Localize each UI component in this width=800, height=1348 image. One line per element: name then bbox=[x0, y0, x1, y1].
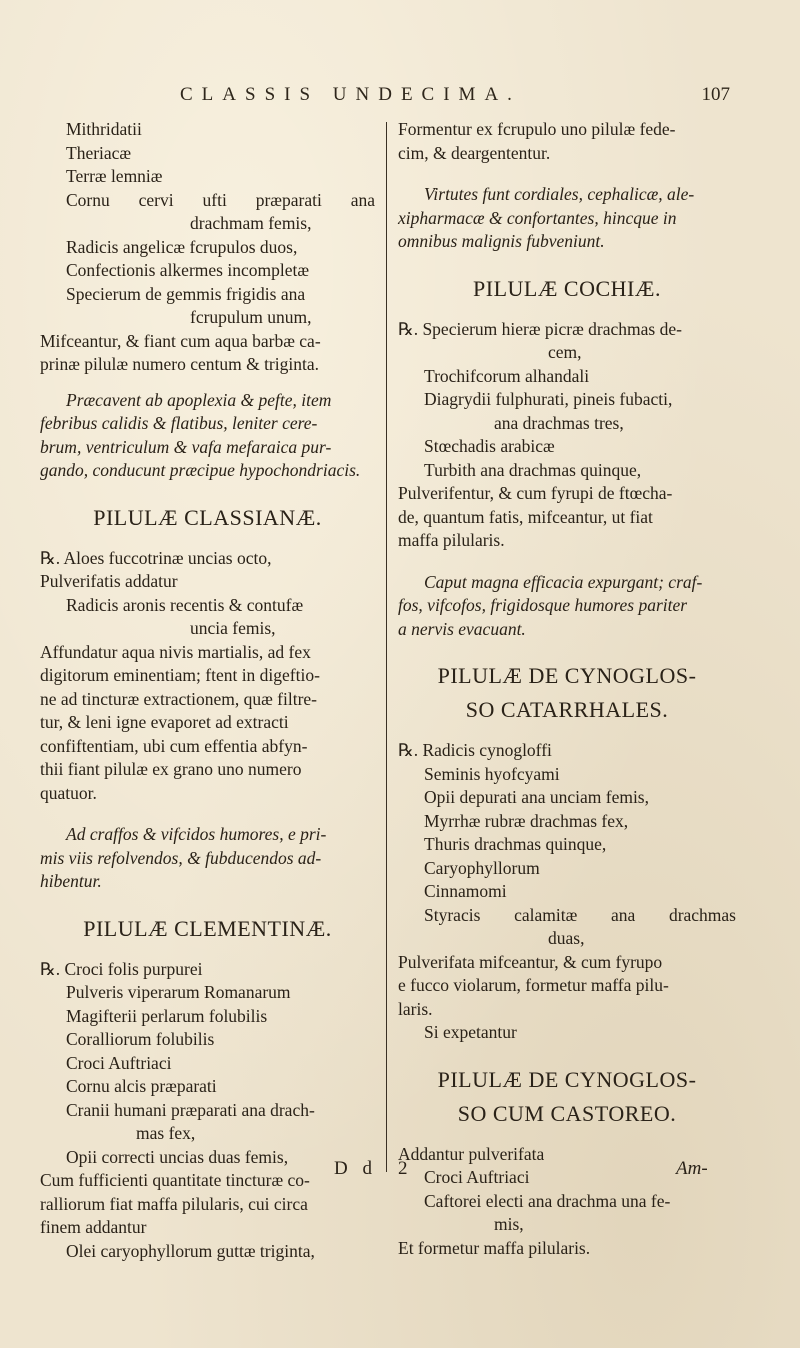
page-number: 107 bbox=[701, 84, 730, 105]
text-line: ℞. Croci folis purpurei bbox=[40, 958, 203, 979]
spacer bbox=[398, 727, 736, 739]
section-heading: PILULÆ DE CYNOGLOS- bbox=[437, 663, 697, 688]
text-line: Pulverifentur, & cum fyrupi de ftœcha- bbox=[398, 483, 673, 503]
spacer bbox=[398, 1045, 736, 1063]
text-line: Caput magna efficacia expurgant; craf- bbox=[424, 571, 703, 592]
text-line bbox=[398, 904, 736, 928]
right-column bbox=[398, 118, 736, 1260]
word: calamitæ bbox=[514, 904, 578, 925]
text-line: digitorum eminentiam; ftent in digeftio- bbox=[40, 665, 320, 685]
text-line: febribus calidis & flatibus, leniter cere- bbox=[40, 413, 318, 433]
text-line: ana drachmas tres, bbox=[494, 412, 624, 433]
text-line: Terræ lemniæ bbox=[66, 166, 163, 186]
catchword: Am- bbox=[676, 1158, 708, 1179]
text-line: Pulverifata mifceantur, & cum fyrupo bbox=[398, 951, 663, 972]
section-heading: PILULÆ CLEMENTINÆ. bbox=[83, 915, 332, 941]
text-line: tur, & leni igne evaporet ad extracti bbox=[40, 712, 289, 732]
text-line: Confectionis alkermes incompletæ bbox=[66, 260, 310, 280]
text-line: cem, bbox=[548, 342, 582, 362]
signature-number: 2 bbox=[398, 1158, 408, 1179]
text-line: thii fiant pilulæ ex grano uno numero bbox=[40, 759, 302, 779]
text-line: confiftentiam, ubi cum effentia abfyn- bbox=[40, 735, 308, 756]
text-line: Stœchadis arabicæ bbox=[424, 436, 555, 456]
text-line: Thuris drachmas quinque, bbox=[424, 834, 607, 854]
spacer bbox=[398, 306, 736, 318]
text-line: ralliorum fiat maffa pilularis, cui circa bbox=[40, 1193, 308, 1214]
running-title: CLASSIS UNDECIMA. bbox=[180, 84, 521, 105]
text-line: Radicis aronis recentis & contufæ bbox=[66, 594, 304, 615]
text-line: Cum fufficienti quantitate tincturæ co- bbox=[40, 1170, 310, 1190]
spacer bbox=[40, 377, 375, 389]
text-line: duas, bbox=[548, 928, 585, 948]
text-line: Caryophyllorum bbox=[424, 857, 540, 878]
text-line: maffa pilularis. bbox=[398, 530, 505, 550]
text-line: drachmam femis, bbox=[190, 213, 312, 233]
spacer bbox=[40, 805, 375, 823]
text-line: Mifceantur, & fiant cum aqua barbæ ca- bbox=[40, 330, 321, 351]
text-line: e fucco violarum, formetur maffa pilu- bbox=[398, 975, 669, 995]
text-line: Præcavent ab apoplexia & pefte, item bbox=[66, 389, 332, 410]
word: Styracis bbox=[424, 904, 481, 925]
text-line: cim, & deargententur. bbox=[398, 142, 551, 163]
text-line: mis viis refolvendos, & fubducendos ad- bbox=[40, 847, 322, 868]
text-line: Pulverifatis addatur bbox=[40, 571, 178, 591]
spacer bbox=[398, 254, 736, 272]
text-line: omnibus malignis fubveniunt. bbox=[398, 231, 605, 251]
text-line: mas fex, bbox=[136, 1123, 196, 1143]
text-line: Opii depurati ana unciam femis, bbox=[424, 787, 649, 807]
word: præparati bbox=[255, 189, 322, 210]
spacer bbox=[398, 553, 736, 571]
text-line: fos, vifcofos, frigidosque humores pariter bbox=[398, 595, 688, 615]
word: ana bbox=[350, 189, 375, 210]
section-heading: SO CUM CASTOREO. bbox=[457, 1100, 677, 1126]
spacer bbox=[40, 483, 375, 501]
left-column bbox=[40, 118, 375, 1263]
signature-mark: D d bbox=[334, 1158, 377, 1179]
text-line: Coralliorum folubilis bbox=[66, 1029, 215, 1049]
text-line: Cornu alcis præparati bbox=[66, 1076, 217, 1096]
text-line: Caftorei electi ana drachma una fe- bbox=[424, 1190, 671, 1211]
text-line: Turbith ana drachmas quinque, bbox=[424, 459, 642, 480]
text-line: Affundatur aqua nivis martialis, ad fex bbox=[40, 641, 311, 662]
text-line: Olei caryophyllorum guttæ triginta, bbox=[66, 1240, 315, 1261]
text-line: Diagrydii fulphurati, pineis fubacti, bbox=[424, 389, 673, 409]
text-line bbox=[40, 189, 375, 213]
word: drachmas bbox=[668, 904, 736, 925]
text-line: a nervis evacuant. bbox=[398, 618, 526, 639]
running-header bbox=[180, 84, 740, 114]
text-line: uncia femis, bbox=[190, 618, 276, 638]
spacer bbox=[40, 946, 375, 958]
text-line: Et formetur maffa pilularis. bbox=[398, 1237, 591, 1258]
text-line: Formentur ex fcrupulo uno pilulæ fede- bbox=[398, 119, 676, 139]
section-heading: PILULÆ DE CYNOGLOS- bbox=[437, 1066, 697, 1092]
text-line: xipharmacæ & confortantes, hincque in bbox=[398, 207, 677, 228]
text-line: Croci Auftriaci bbox=[66, 1052, 172, 1073]
text-line: Seminis hyofcyami bbox=[424, 763, 560, 784]
spacer bbox=[398, 1131, 736, 1143]
text-line: brum, ventriculum & vafa mefaraica pur- bbox=[40, 436, 332, 457]
word: cervi bbox=[138, 189, 174, 210]
word: ufti bbox=[202, 189, 227, 210]
text-line: Specierum de gemmis frigidis ana bbox=[66, 283, 306, 304]
column-divider bbox=[386, 122, 387, 1172]
text-line: Trochifcorum alhandali bbox=[424, 365, 590, 386]
section-heading: PILULÆ COCHIÆ. bbox=[473, 275, 661, 301]
spacer bbox=[40, 535, 375, 547]
text-line: hibentur. bbox=[40, 871, 102, 891]
text-line: ℞. Aloes fuccotrinæ uncias octo, bbox=[40, 547, 272, 568]
word: ana bbox=[610, 904, 636, 925]
section-heading: SO CATARRHALES. bbox=[465, 697, 669, 722]
text-line: de, quantum fatis, mifceantur, ut fiat bbox=[398, 506, 653, 527]
text-line: Pulveris viperarum Romanarum bbox=[66, 982, 291, 1002]
text-line: ℞. Radicis cynogloffi bbox=[398, 740, 552, 760]
text-line: Opii correcti uncias duas femis, bbox=[66, 1146, 289, 1167]
text-line: Theriacæ bbox=[66, 142, 132, 163]
text-line: ℞. Specierum hieræ picræ drachmas de- bbox=[398, 318, 682, 339]
text-line: Magifterii perlarum folubilis bbox=[66, 1005, 268, 1026]
text-line: Radicis angelicæ fcrupulos duos, bbox=[66, 236, 298, 257]
text-line: Mithridatii bbox=[66, 119, 142, 139]
section-heading: PILULÆ CLASSIANÆ. bbox=[93, 504, 322, 530]
text-line: ne ad tincturæ extractionem, quæ filtre- bbox=[40, 688, 317, 709]
text-line: Ad craffos & vifcidos humores, e pri- bbox=[66, 824, 327, 844]
text-line: Croci Auftriaci bbox=[424, 1167, 530, 1187]
text-line: gando, conducunt præcipue hypochondriacis. bbox=[40, 460, 361, 480]
text-line: laris. bbox=[398, 998, 433, 1019]
text-line: fcrupulum unum, bbox=[190, 307, 312, 327]
text-line: finem addantur bbox=[40, 1217, 147, 1237]
text-line: prinæ pilulæ numero centum & triginta. bbox=[40, 354, 319, 374]
text-line: Cinnamomi bbox=[424, 881, 507, 901]
spacer bbox=[398, 165, 736, 183]
text-line: Addantur pulverifata bbox=[398, 1143, 545, 1164]
text-line: mis, bbox=[494, 1214, 524, 1234]
text-line: Virtutes funt cordiales, cephalicæ, ale- bbox=[424, 184, 695, 204]
text-line: Si expetantur bbox=[424, 1022, 517, 1042]
spacer bbox=[40, 894, 375, 912]
word: Cornu bbox=[66, 189, 110, 210]
text-line: quatuor. bbox=[40, 782, 97, 803]
text-line: Myrrhæ rubræ drachmas fex, bbox=[424, 810, 629, 831]
spacer bbox=[398, 641, 736, 659]
text-line: Cranii humani præparati ana drach- bbox=[66, 1099, 315, 1120]
